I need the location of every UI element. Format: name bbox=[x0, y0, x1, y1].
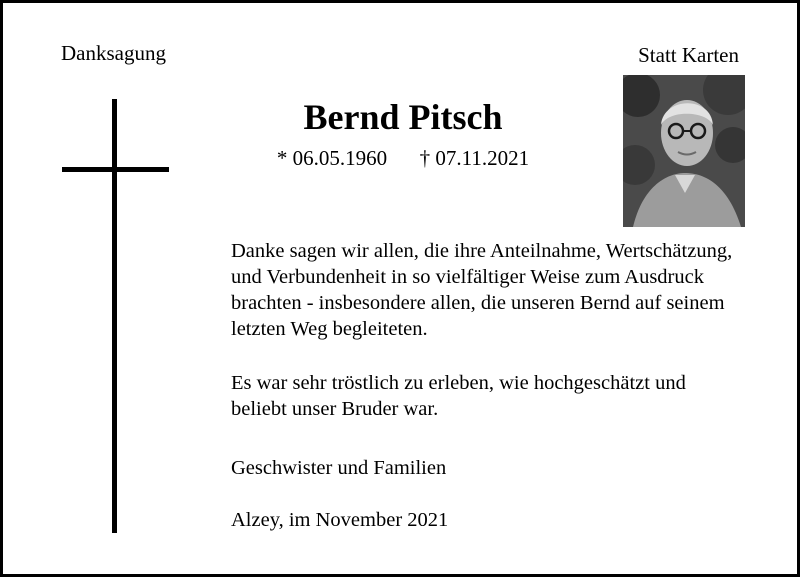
comfort-line: beliebt unser Bruder war. bbox=[231, 398, 439, 420]
acknowledgement-label: Danksagung bbox=[61, 41, 166, 65]
signature: Geschwister und Familien bbox=[231, 457, 447, 479]
place-date: Alzey, im November 2021 bbox=[231, 509, 449, 531]
birth-date: 06.05.1960 bbox=[292, 146, 388, 170]
thanks-line: brachten - insbesondere allen, die unseren Bernd auf seinem bbox=[231, 292, 725, 314]
cross-icon-crossbar bbox=[62, 167, 169, 172]
birth-symbol: * bbox=[276, 146, 288, 170]
thanks-paragraph bbox=[231, 238, 791, 342]
thanks-line: letzten Weg begleiteten. bbox=[231, 318, 428, 340]
thanks-line: und Verbundenheit in so vielfältiger Weise zum Ausdruck bbox=[231, 266, 704, 288]
cross-icon bbox=[112, 99, 117, 533]
death-date: 07.11.2021 bbox=[435, 146, 530, 170]
thanks-line: Danke sagen wir allen, die ihre Anteilnahme, Wertschätzung, bbox=[231, 240, 733, 262]
portrait-photo bbox=[623, 75, 745, 227]
deceased-name: Bernd Pitsch bbox=[303, 97, 503, 137]
life-dates bbox=[253, 146, 553, 171]
comfort-line: Es war sehr tröstlich zu erleben, wie hochgeschätzt und bbox=[231, 372, 686, 394]
comfort-paragraph bbox=[231, 370, 791, 422]
instead-of-cards-label: Statt Karten bbox=[638, 43, 739, 67]
death-symbol: † bbox=[419, 146, 431, 170]
